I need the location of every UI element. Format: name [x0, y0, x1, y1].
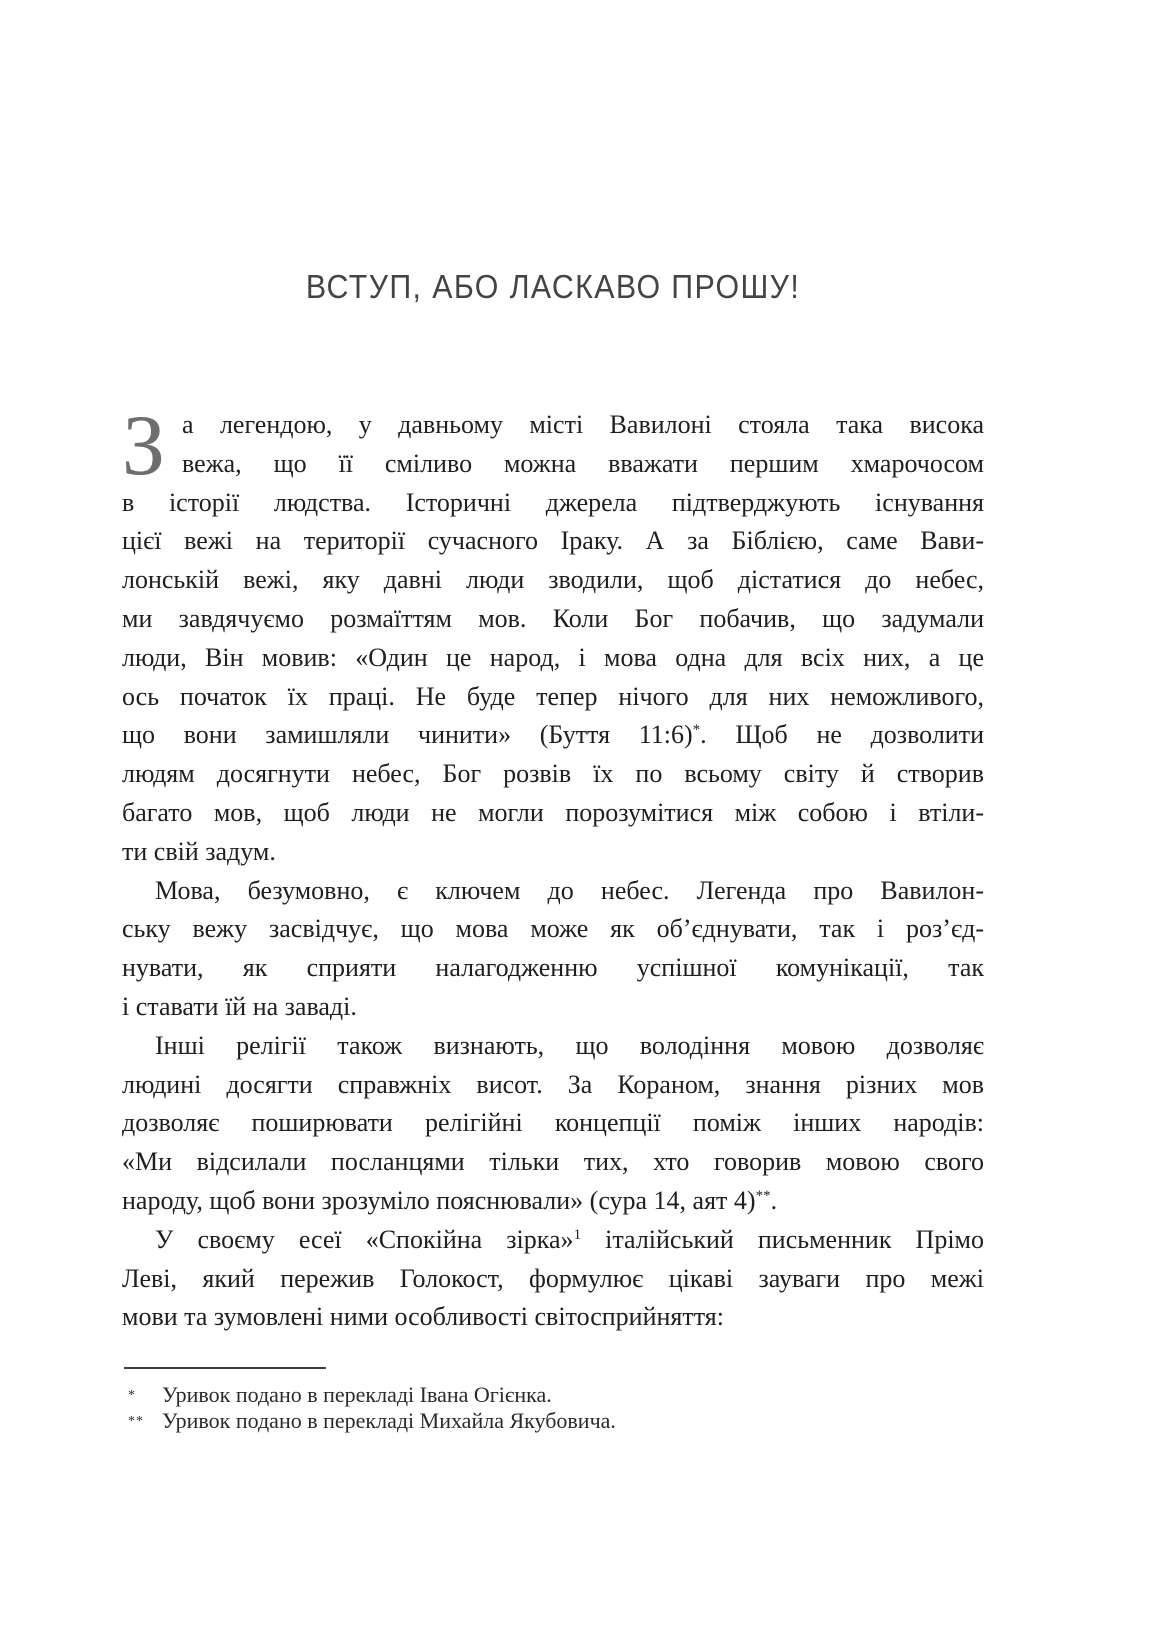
text-line: мови та зумовлені ними особливості світосприйняття: [122, 1302, 724, 1332]
footnote-divider [124, 1367, 326, 1369]
text-line: Мова, безумовно, є ключем до небес. Легенда про Вавилон- [155, 875, 984, 905]
text-line: а легендою, у давньому місті Вавилоні стояла така висока [182, 410, 984, 439]
footnote-reference: * [692, 722, 701, 739]
body-text [122, 397, 984, 1337]
footnote [122, 1408, 984, 1434]
paragraph [122, 872, 984, 1027]
paragraph [122, 397, 984, 872]
text-line: багато мов, щоб люди не могли порозумітися між собою і втіли- [122, 797, 984, 827]
text-line: народу, щоб вони зрозуміло пояснювали» (сура 14, аят 4)**. [122, 1185, 778, 1215]
text-line: люди, Він мовив: «Один це народ, і мова одна для всіх них, а це [122, 642, 984, 672]
text-line: людям досягнути небес, Бог розвів їх по всьому світу й створив [122, 759, 984, 789]
text-line: і ставати їй на заваді. [122, 991, 357, 1021]
text-line: У своєму есеї «Спокійна зірка»$^1$ італійський письменник Прімо [155, 1224, 984, 1254]
text-line: «Ми відсилали посланцями тільки тих, хто говорив мовою свого [122, 1147, 984, 1177]
footnote-marker: * [128, 1388, 136, 1404]
footnote-list [122, 1382, 984, 1434]
text-line: що вони замишляли чинити» (Буття 11:6)*. Щоб не дозволити [122, 720, 984, 750]
text-line: нувати, як сприяти налагодженню успішної комунікації, так [122, 953, 984, 983]
footnote-text: Уривок подано в перекладі Івана Огієнка. [162, 1382, 552, 1408]
footnote-reference: 1 [573, 1226, 582, 1243]
text-line: ти свій задум. [122, 836, 276, 866]
footnote-reference: ** [755, 1187, 771, 1204]
footnotes-section [122, 1367, 984, 1434]
paragraph [122, 1027, 984, 1221]
footnote-text: Уривок подано в перекладі Михайла Якубовича. [162, 1408, 616, 1434]
text-line: ми завдячуємо розмаїттям мов. Коли Бог побачив, що задумали [122, 603, 984, 633]
chapter-title: ВСТУП, АБО ЛАСКАВО ПРОШУ! [305, 268, 801, 305]
text-line: ську вежу засвідчує, що мова може як об’єднувати, так і роз’єд- [122, 914, 984, 944]
text-line: людині досягти справжніх висот. За Кораном, знання різних мов [122, 1069, 984, 1099]
text-line: цієї вежі на території сучасного Іраку. А за Біблією, саме Вави- [122, 526, 984, 556]
text-line: вежа, що її сміливо можна вважати першим хмарочосом [182, 448, 984, 478]
text-line: лонській вежі, яку давні люди зводили, щоб дістатися до небес, [122, 565, 984, 595]
text-line: Інші релігії також визнають, що володіння мовою дозволяє [155, 1030, 984, 1060]
text-line: дозволяє поширювати релігійні концепції поміж інших народів: [122, 1108, 984, 1138]
paragraph [122, 1221, 984, 1337]
footnote-marker: ** [128, 1414, 144, 1430]
footnote [122, 1382, 984, 1408]
drop-cap: З [122, 397, 166, 493]
text-line: в історії людства. Історичні джерела підтверджують існування [122, 487, 984, 517]
text-line: ось початок їх праці. Не буде тепер нічого для них неможливого, [122, 681, 984, 711]
text-line: Леві, який пережив Голокост, формулює цікаві зауваги про межі [122, 1263, 984, 1293]
